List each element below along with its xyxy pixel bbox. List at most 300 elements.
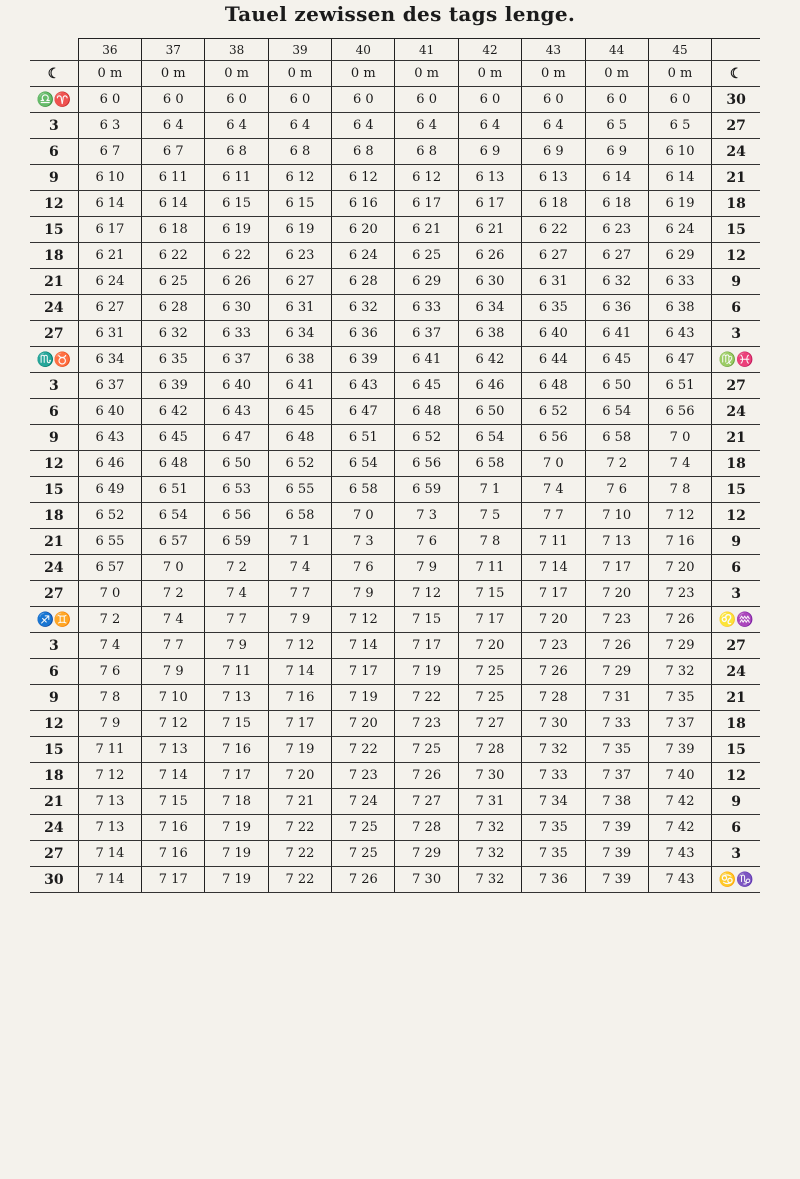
time-cell: 7 34: [522, 789, 585, 815]
table-row: [30, 815, 760, 841]
row-label-right: 24: [712, 139, 760, 165]
time-cell: 7 33: [522, 763, 585, 789]
time-cell: 6 18: [585, 191, 648, 217]
time-cell: 7 1: [458, 477, 521, 503]
row-label-right: 18: [712, 451, 760, 477]
row-label-right: 21: [712, 425, 760, 451]
time-cell: 6 4: [395, 113, 458, 139]
time-cell: 7 17: [142, 867, 205, 893]
time-cell: 6 0: [142, 87, 205, 113]
time-cell: 6 29: [648, 243, 711, 269]
time-cell: 7 25: [332, 841, 395, 867]
time-cell: 7 14: [332, 633, 395, 659]
table-row: [30, 555, 760, 581]
time-cell: 6 9: [458, 139, 521, 165]
time-cell: 6 27: [585, 243, 648, 269]
time-cell: 6 35: [142, 347, 205, 373]
time-cell: 7 15: [205, 711, 268, 737]
time-cell: 7 20: [522, 607, 585, 633]
row-label-left: ♏♉: [30, 347, 78, 373]
time-cell: 6 32: [142, 321, 205, 347]
day-length-table: [30, 38, 760, 893]
time-cell: 6 23: [585, 217, 648, 243]
time-cell: 7 22: [395, 685, 458, 711]
time-cell: 6 4: [142, 113, 205, 139]
time-cell: 7 12: [395, 581, 458, 607]
table-row: [30, 217, 760, 243]
time-cell: 7 30: [522, 711, 585, 737]
time-cell: 7 9: [332, 581, 395, 607]
time-cell: 6 14: [78, 191, 141, 217]
time-cell: 6 57: [78, 555, 141, 581]
time-cell: 7 15: [142, 789, 205, 815]
time-cell: 7 12: [648, 503, 711, 529]
row-label-left: 21: [30, 789, 78, 815]
time-cell: 6 44: [522, 347, 585, 373]
time-cell: 7 4: [205, 581, 268, 607]
time-cell: 6 17: [395, 191, 458, 217]
time-cell: 6 58: [268, 503, 331, 529]
time-cell: 7 14: [78, 841, 141, 867]
time-cell: 6 24: [648, 217, 711, 243]
time-cell: 6 47: [648, 347, 711, 373]
time-cell: 7 19: [395, 659, 458, 685]
time-cell: 6 43: [205, 399, 268, 425]
row-label-left: 6: [30, 399, 78, 425]
row-label-right: 30: [712, 87, 760, 113]
time-cell: 7 3: [332, 529, 395, 555]
time-cell: 6 54: [585, 399, 648, 425]
time-cell: 7 37: [585, 763, 648, 789]
time-cell: 6 19: [648, 191, 711, 217]
time-cell: 6 33: [648, 269, 711, 295]
row-label-right: 3: [712, 841, 760, 867]
time-cell: 7 25: [458, 659, 521, 685]
row-label-right: 12: [712, 763, 760, 789]
time-cell: 6 57: [142, 529, 205, 555]
time-cell: 7 35: [522, 841, 585, 867]
row-label-right: 12: [712, 243, 760, 269]
time-cell: 6 51: [142, 477, 205, 503]
time-cell: 6 19: [268, 217, 331, 243]
time-cell: 6 0: [522, 87, 585, 113]
time-cell: 7 19: [205, 815, 268, 841]
time-cell: 7 42: [648, 815, 711, 841]
time-cell: 7 14: [522, 555, 585, 581]
time-cell: 6 5: [648, 113, 711, 139]
time-cell: 6 8: [332, 139, 395, 165]
time-cell: 7 8: [78, 685, 141, 711]
time-cell: 6 26: [458, 243, 521, 269]
time-cell: 6 19: [205, 217, 268, 243]
time-cell: 7 26: [648, 607, 711, 633]
time-cell: 6 37: [78, 373, 141, 399]
time-cell: 7 4: [268, 555, 331, 581]
row-label-right: 15: [712, 737, 760, 763]
time-cell: 6 13: [458, 165, 521, 191]
table-row: [30, 581, 760, 607]
column-header: 42: [458, 39, 521, 61]
time-cell: 6 17: [458, 191, 521, 217]
time-cell: 7 7: [142, 633, 205, 659]
row-label-left: 3: [30, 373, 78, 399]
time-cell: 7 17: [205, 763, 268, 789]
time-cell: 7 0: [522, 451, 585, 477]
column-header: 43: [522, 39, 585, 61]
row-label-left: 18: [30, 503, 78, 529]
time-cell: 6 49: [78, 477, 141, 503]
row-label-left: 18: [30, 243, 78, 269]
table-row: [30, 763, 760, 789]
time-cell: 6 31: [78, 321, 141, 347]
time-cell: 6 43: [78, 425, 141, 451]
time-cell: 7 32: [522, 737, 585, 763]
header-corner-right: [712, 39, 760, 61]
time-cell: 7 42: [648, 789, 711, 815]
time-cell: 6 18: [142, 217, 205, 243]
time-cell: 7 6: [395, 529, 458, 555]
time-cell: 6 20: [332, 217, 395, 243]
column-header: 41: [395, 39, 458, 61]
row-label-right: 9: [712, 529, 760, 555]
time-cell: 7 2: [142, 581, 205, 607]
time-cell: 6 28: [332, 269, 395, 295]
row-label-right: 21: [712, 685, 760, 711]
time-cell: 6 54: [332, 451, 395, 477]
table-row: [30, 61, 760, 87]
time-cell: 7 0: [142, 555, 205, 581]
time-cell: 6 35: [522, 295, 585, 321]
time-cell: 6 26: [205, 269, 268, 295]
time-cell: 6 21: [458, 217, 521, 243]
time-cell: 0 m: [395, 61, 458, 87]
time-cell: 6 0: [458, 87, 521, 113]
time-cell: 7 19: [268, 737, 331, 763]
time-cell: 6 0: [205, 87, 268, 113]
time-cell: 7 37: [648, 711, 711, 737]
time-cell: 7 6: [332, 555, 395, 581]
time-cell: 6 41: [268, 373, 331, 399]
table-row: [30, 373, 760, 399]
row-label-right: ♌♒: [712, 607, 760, 633]
time-cell: 7 29: [648, 633, 711, 659]
table-row: [30, 503, 760, 529]
time-cell: 6 0: [78, 87, 141, 113]
time-cell: 7 39: [585, 867, 648, 893]
time-cell: 6 9: [522, 139, 585, 165]
time-cell: 6 14: [648, 165, 711, 191]
time-cell: 7 35: [522, 815, 585, 841]
table-row: [30, 633, 760, 659]
time-cell: 6 38: [648, 295, 711, 321]
time-cell: 6 0: [648, 87, 711, 113]
row-label-left: 6: [30, 659, 78, 685]
time-cell: 6 14: [585, 165, 648, 191]
time-cell: 7 33: [585, 711, 648, 737]
time-cell: 7 0: [78, 581, 141, 607]
row-label-right: 27: [712, 113, 760, 139]
table-row: [30, 295, 760, 321]
row-label-left: 27: [30, 841, 78, 867]
row-label-left: 21: [30, 529, 78, 555]
time-cell: 7 40: [648, 763, 711, 789]
time-cell: 6 52: [78, 503, 141, 529]
time-cell: 6 12: [332, 165, 395, 191]
time-cell: 7 10: [142, 685, 205, 711]
time-cell: 7 4: [522, 477, 585, 503]
row-label-right: 3: [712, 581, 760, 607]
time-cell: 6 48: [522, 373, 585, 399]
time-cell: 7 11: [78, 737, 141, 763]
table-row: [30, 399, 760, 425]
time-cell: 6 9: [585, 139, 648, 165]
time-cell: 7 25: [458, 685, 521, 711]
time-cell: 6 45: [585, 347, 648, 373]
time-cell: 6 17: [78, 217, 141, 243]
time-cell: 7 14: [142, 763, 205, 789]
time-cell: 7 6: [585, 477, 648, 503]
time-cell: 6 7: [142, 139, 205, 165]
time-cell: 7 24: [332, 789, 395, 815]
time-cell: 7 22: [332, 737, 395, 763]
time-cell: 6 23: [268, 243, 331, 269]
time-cell: 6 28: [142, 295, 205, 321]
time-cell: 6 34: [268, 321, 331, 347]
time-cell: 7 26: [332, 867, 395, 893]
time-cell: 6 32: [332, 295, 395, 321]
row-label-right: 21: [712, 165, 760, 191]
time-cell: 6 50: [585, 373, 648, 399]
time-cell: 6 8: [395, 139, 458, 165]
time-cell: 6 50: [458, 399, 521, 425]
time-cell: 7 38: [585, 789, 648, 815]
row-label-right: 24: [712, 659, 760, 685]
time-cell: 6 21: [395, 217, 458, 243]
time-cell: 7 22: [268, 815, 331, 841]
row-label-left: 3: [30, 113, 78, 139]
time-cell: 7 27: [395, 789, 458, 815]
time-cell: 7 20: [332, 711, 395, 737]
time-cell: 0 m: [78, 61, 141, 87]
table-row: [30, 685, 760, 711]
time-cell: 7 39: [585, 841, 648, 867]
row-label-left: ♎♈: [30, 87, 78, 113]
row-label-right: 18: [712, 711, 760, 737]
time-cell: 7 14: [268, 659, 331, 685]
time-cell: 7 11: [522, 529, 585, 555]
time-cell: 7 25: [395, 737, 458, 763]
time-cell: 0 m: [458, 61, 521, 87]
time-cell: 7 20: [458, 633, 521, 659]
time-cell: 7 16: [205, 737, 268, 763]
time-cell: 7 13: [78, 815, 141, 841]
time-cell: 7 20: [268, 763, 331, 789]
time-cell: 6 39: [332, 347, 395, 373]
time-cell: 6 0: [332, 87, 395, 113]
time-cell: 6 16: [332, 191, 395, 217]
time-cell: 6 27: [522, 243, 585, 269]
time-cell: 7 17: [332, 659, 395, 685]
time-cell: 7 20: [585, 581, 648, 607]
time-cell: 7 43: [648, 841, 711, 867]
table-row: [30, 711, 760, 737]
table-row: [30, 737, 760, 763]
time-cell: 7 13: [142, 737, 205, 763]
row-label-right: 24: [712, 399, 760, 425]
time-cell: 6 45: [268, 399, 331, 425]
row-label-right: 3: [712, 321, 760, 347]
row-label-right: 27: [712, 633, 760, 659]
time-cell: 6 10: [78, 165, 141, 191]
header-row: [30, 39, 760, 61]
time-cell: 6 34: [458, 295, 521, 321]
time-cell: 6 12: [395, 165, 458, 191]
time-cell: 6 38: [268, 347, 331, 373]
time-cell: 7 30: [395, 867, 458, 893]
time-cell: 7 17: [268, 711, 331, 737]
time-cell: 7 11: [205, 659, 268, 685]
time-cell: 7 13: [205, 685, 268, 711]
time-cell: 7 28: [458, 737, 521, 763]
time-cell: 6 40: [78, 399, 141, 425]
time-cell: 6 31: [268, 295, 331, 321]
time-cell: 7 0: [332, 503, 395, 529]
row-label-right: 6: [712, 555, 760, 581]
time-cell: 7 19: [205, 841, 268, 867]
time-cell: 7 16: [268, 685, 331, 711]
time-cell: 6 15: [268, 191, 331, 217]
time-cell: 6 12: [268, 165, 331, 191]
time-cell: 6 46: [78, 451, 141, 477]
time-cell: 7 15: [458, 581, 521, 607]
time-cell: 6 0: [268, 87, 331, 113]
time-cell: 6 51: [648, 373, 711, 399]
table-row: [30, 87, 760, 113]
time-cell: 7 5: [458, 503, 521, 529]
time-cell: 7 4: [142, 607, 205, 633]
row-label-left: ☾: [30, 61, 78, 87]
time-cell: 7 39: [585, 815, 648, 841]
time-cell: 7 9: [268, 607, 331, 633]
time-cell: 7 26: [585, 633, 648, 659]
row-label-right: ☾: [712, 61, 760, 87]
time-cell: 7 36: [522, 867, 585, 893]
row-label-right: 6: [712, 295, 760, 321]
time-cell: 6 42: [142, 399, 205, 425]
row-label-left: ♐♊: [30, 607, 78, 633]
time-cell: 7 32: [458, 867, 521, 893]
row-label-left: 21: [30, 269, 78, 295]
time-cell: 6 8: [268, 139, 331, 165]
time-cell: 6 48: [268, 425, 331, 451]
time-cell: 6 45: [142, 425, 205, 451]
row-label-right: ♍♓: [712, 347, 760, 373]
row-label-right: 12: [712, 503, 760, 529]
table-row: [30, 425, 760, 451]
time-cell: 6 41: [585, 321, 648, 347]
time-cell: 6 30: [458, 269, 521, 295]
time-cell: 6 5: [585, 113, 648, 139]
table-row: [30, 477, 760, 503]
time-cell: 6 8: [205, 139, 268, 165]
time-cell: 6 46: [458, 373, 521, 399]
time-cell: 7 14: [78, 867, 141, 893]
time-cell: 7 23: [522, 633, 585, 659]
time-cell: 6 24: [332, 243, 395, 269]
row-label-left: 12: [30, 191, 78, 217]
time-cell: 7 10: [585, 503, 648, 529]
time-cell: 7 19: [205, 867, 268, 893]
time-cell: 7 7: [268, 581, 331, 607]
table-row: [30, 243, 760, 269]
time-cell: 6 30: [205, 295, 268, 321]
time-cell: 6 41: [395, 347, 458, 373]
time-cell: 6 14: [142, 191, 205, 217]
time-cell: 6 27: [78, 295, 141, 321]
time-cell: 7 12: [268, 633, 331, 659]
column-header: 37: [142, 39, 205, 61]
time-cell: 6 27: [268, 269, 331, 295]
time-cell: 7 32: [648, 659, 711, 685]
time-cell: 6 4: [522, 113, 585, 139]
row-label-right: 9: [712, 269, 760, 295]
time-cell: 7 1: [268, 529, 331, 555]
time-cell: 7 18: [205, 789, 268, 815]
time-cell: 7 16: [142, 841, 205, 867]
row-label-left: 30: [30, 867, 78, 893]
time-cell: 7 31: [585, 685, 648, 711]
time-cell: 0 m: [585, 61, 648, 87]
time-cell: 6 31: [522, 269, 585, 295]
time-cell: 6 18: [522, 191, 585, 217]
time-cell: 6 56: [522, 425, 585, 451]
time-cell: 6 37: [205, 347, 268, 373]
time-cell: 7 11: [458, 555, 521, 581]
table-row: [30, 269, 760, 295]
row-label-right: 6: [712, 815, 760, 841]
table-row: [30, 529, 760, 555]
time-cell: 6 11: [205, 165, 268, 191]
table-row: [30, 139, 760, 165]
time-cell: 7 39: [648, 737, 711, 763]
row-label-right: 27: [712, 373, 760, 399]
row-label-left: 9: [30, 165, 78, 191]
time-cell: 6 4: [205, 113, 268, 139]
time-cell: 7 17: [585, 555, 648, 581]
time-cell: 6 36: [332, 321, 395, 347]
time-cell: 7 25: [332, 815, 395, 841]
time-cell: 6 4: [268, 113, 331, 139]
time-cell: 7 17: [522, 581, 585, 607]
time-cell: 7 9: [395, 555, 458, 581]
time-cell: 6 25: [395, 243, 458, 269]
row-label-left: 24: [30, 555, 78, 581]
time-cell: 7 22: [268, 867, 331, 893]
time-cell: 7 9: [78, 711, 141, 737]
time-cell: 6 11: [142, 165, 205, 191]
time-cell: 6 56: [205, 503, 268, 529]
time-cell: 6 21: [78, 243, 141, 269]
time-cell: 6 10: [648, 139, 711, 165]
row-label-left: 27: [30, 321, 78, 347]
time-cell: 6 48: [395, 399, 458, 425]
time-cell: 6 51: [332, 425, 395, 451]
time-cell: 6 7: [78, 139, 141, 165]
time-cell: 6 4: [458, 113, 521, 139]
table-row: [30, 113, 760, 139]
time-cell: 7 16: [142, 815, 205, 841]
time-cell: 7 15: [395, 607, 458, 633]
